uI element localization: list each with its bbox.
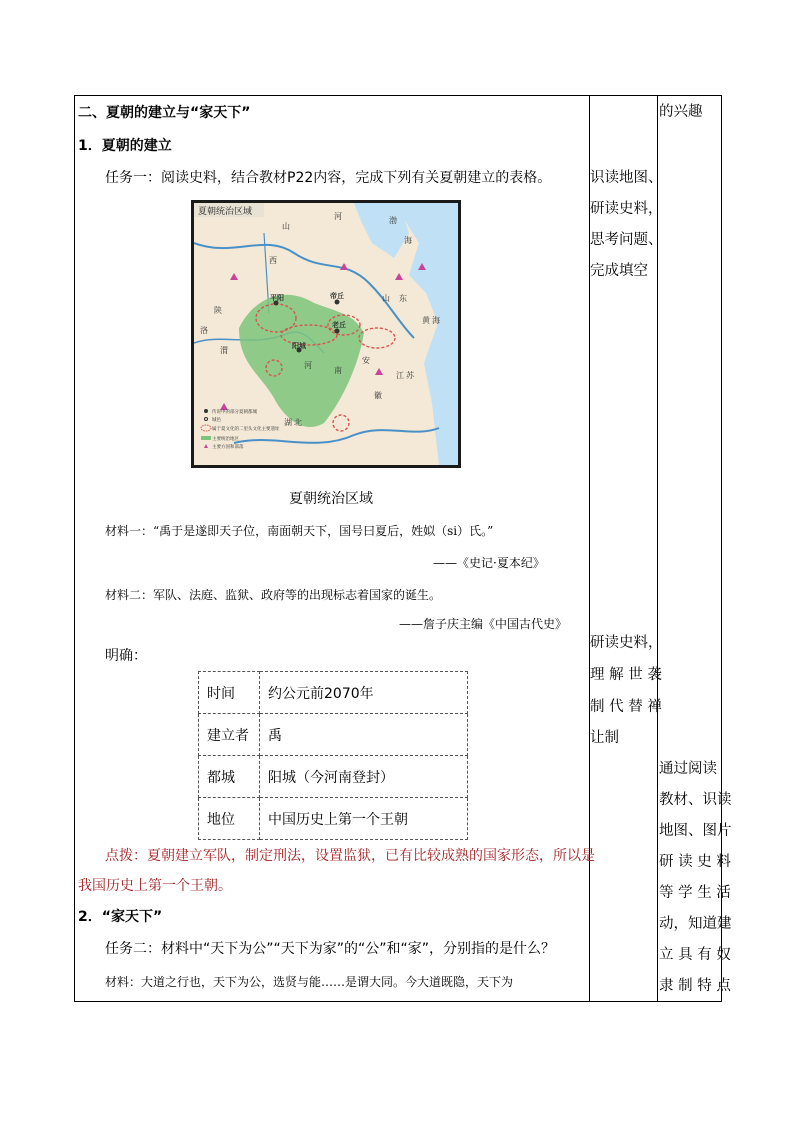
activity-column xyxy=(589,96,663,1001)
purpose-column xyxy=(657,96,732,1001)
svg-text:平阳: 平阳 xyxy=(270,294,284,302)
svg-text:黄: 黄 xyxy=(422,316,430,325)
map-title: 夏朝统治区域 xyxy=(198,207,253,217)
purpose-text: 动，知道建 xyxy=(659,916,732,932)
purpose-text: 立 具 有 奴 xyxy=(659,947,731,963)
activity-text: 研读史料， xyxy=(590,201,663,217)
svg-text:安: 安 xyxy=(362,356,370,365)
purpose-text: 教材、识读 xyxy=(659,792,732,808)
material-two-source: ——詹子庆主编《中国古代史》 xyxy=(399,617,568,631)
lesson-table xyxy=(74,95,732,1002)
xia-map xyxy=(191,200,461,468)
purpose-text: 的兴趣 xyxy=(659,104,703,120)
svg-text:山: 山 xyxy=(282,222,290,231)
activity-text: 研读史料， xyxy=(590,635,663,651)
svg-text:湖: 湖 xyxy=(284,418,292,427)
purpose-text: 地图、图片 xyxy=(659,823,732,839)
tip-line-1: 点拨：夏朝建立军队，制定刑法，设置监狱，已有比较成熟的国家形态，所以是 xyxy=(105,848,595,864)
svg-text:徽: 徽 xyxy=(374,391,382,400)
svg-text:河: 河 xyxy=(304,361,312,370)
svg-text:属于夏文化的二里头文化主要遗址: 属于夏文化的二里头文化主要遗址 xyxy=(212,427,280,432)
table-row: 时间 约公元前2070年 xyxy=(199,672,468,714)
svg-text:帝丘: 帝丘 xyxy=(330,292,344,300)
svg-text:城邑: 城邑 xyxy=(212,418,221,423)
svg-text:陕: 陕 xyxy=(214,306,222,315)
svg-text:江: 江 xyxy=(396,371,404,380)
svg-text:海: 海 xyxy=(404,236,412,245)
material-one: 材料一：“禹于是遂即天子位，南面朝天下，国号曰夏后，姓姒（si）氏。” xyxy=(105,524,494,538)
table-row: 建立者 禹 xyxy=(199,714,468,756)
purpose-text: 研 读 史 料 xyxy=(659,854,731,870)
section-heading: 二、夏朝的建立与“家天下” xyxy=(78,105,251,121)
tip-line-2: 我国历史上第一个王朝。 xyxy=(78,878,232,894)
activity-text: 理 解 世 袭 xyxy=(590,667,662,683)
purpose-text: 隶 制 特 点 xyxy=(659,978,731,994)
svg-text:苏: 苏 xyxy=(406,371,414,380)
svg-text:东: 东 xyxy=(399,294,407,303)
activity-text: 让制 xyxy=(590,730,619,746)
svg-text:海: 海 xyxy=(432,316,440,325)
subsection-title: 1．夏朝的建立 xyxy=(78,138,172,154)
svg-text:老丘: 老丘 xyxy=(332,321,346,329)
table-row: 都城 阳城（今河南登封） xyxy=(199,756,468,798)
svg-text:河: 河 xyxy=(334,212,342,221)
map-legend xyxy=(201,408,280,450)
subsection-title-2: 2．“家天下” xyxy=(78,909,163,925)
svg-text:渭: 渭 xyxy=(220,346,228,355)
activity-text: 识读地图、 xyxy=(590,170,663,186)
clarify-label: 明确： xyxy=(105,648,147,664)
svg-text:洛: 洛 xyxy=(200,326,208,335)
activity-text: 制 代 替 禅 xyxy=(590,699,662,715)
xia-info-table xyxy=(198,671,468,840)
material-three: 材料：大道之行也，天下为公，选贤与能……是谓大同。今大道既隐，天下为 xyxy=(105,975,514,989)
svg-text:西: 西 xyxy=(269,256,277,265)
map-svg xyxy=(194,203,458,465)
svg-text:阳城: 阳城 xyxy=(292,342,306,350)
activity-text: 完成填空 xyxy=(590,263,648,279)
purpose-text: 通过阅读 xyxy=(659,761,717,777)
activity-text: 思考问题、 xyxy=(590,232,663,248)
svg-text:南: 南 xyxy=(334,366,342,375)
svg-text:北: 北 xyxy=(294,418,302,427)
task-two: 任务二：材料中“天下为公”“天下为家”的“公”和“家”，分别指的是什么？ xyxy=(105,941,556,957)
material-one-source: ——《史记·夏本纪》 xyxy=(433,556,545,570)
task-one: 任务一：阅读史料，结合教材P22内容，完成下列有关夏朝建立的表格。 xyxy=(105,170,552,186)
svg-text:山: 山 xyxy=(382,294,390,303)
content-column xyxy=(75,96,595,1001)
svg-text:主要统治地区: 主要统治地区 xyxy=(212,437,239,442)
table-row: 地位 中国历史上第一个王朝 xyxy=(199,798,468,840)
purpose-text: 等 学 生 活 xyxy=(659,885,731,901)
map-caption: 夏朝统治区域 xyxy=(289,491,373,507)
material-two: 材料二：军队、法庭、监狱、政府等的出现标志着国家的诞生。 xyxy=(105,588,442,602)
svg-text:渤: 渤 xyxy=(389,216,397,225)
svg-text:传说中的部分夏朝都城: 传说中的部分夏朝都城 xyxy=(212,410,257,415)
svg-text:主要方国和部落: 主要方国和部落 xyxy=(212,445,244,450)
